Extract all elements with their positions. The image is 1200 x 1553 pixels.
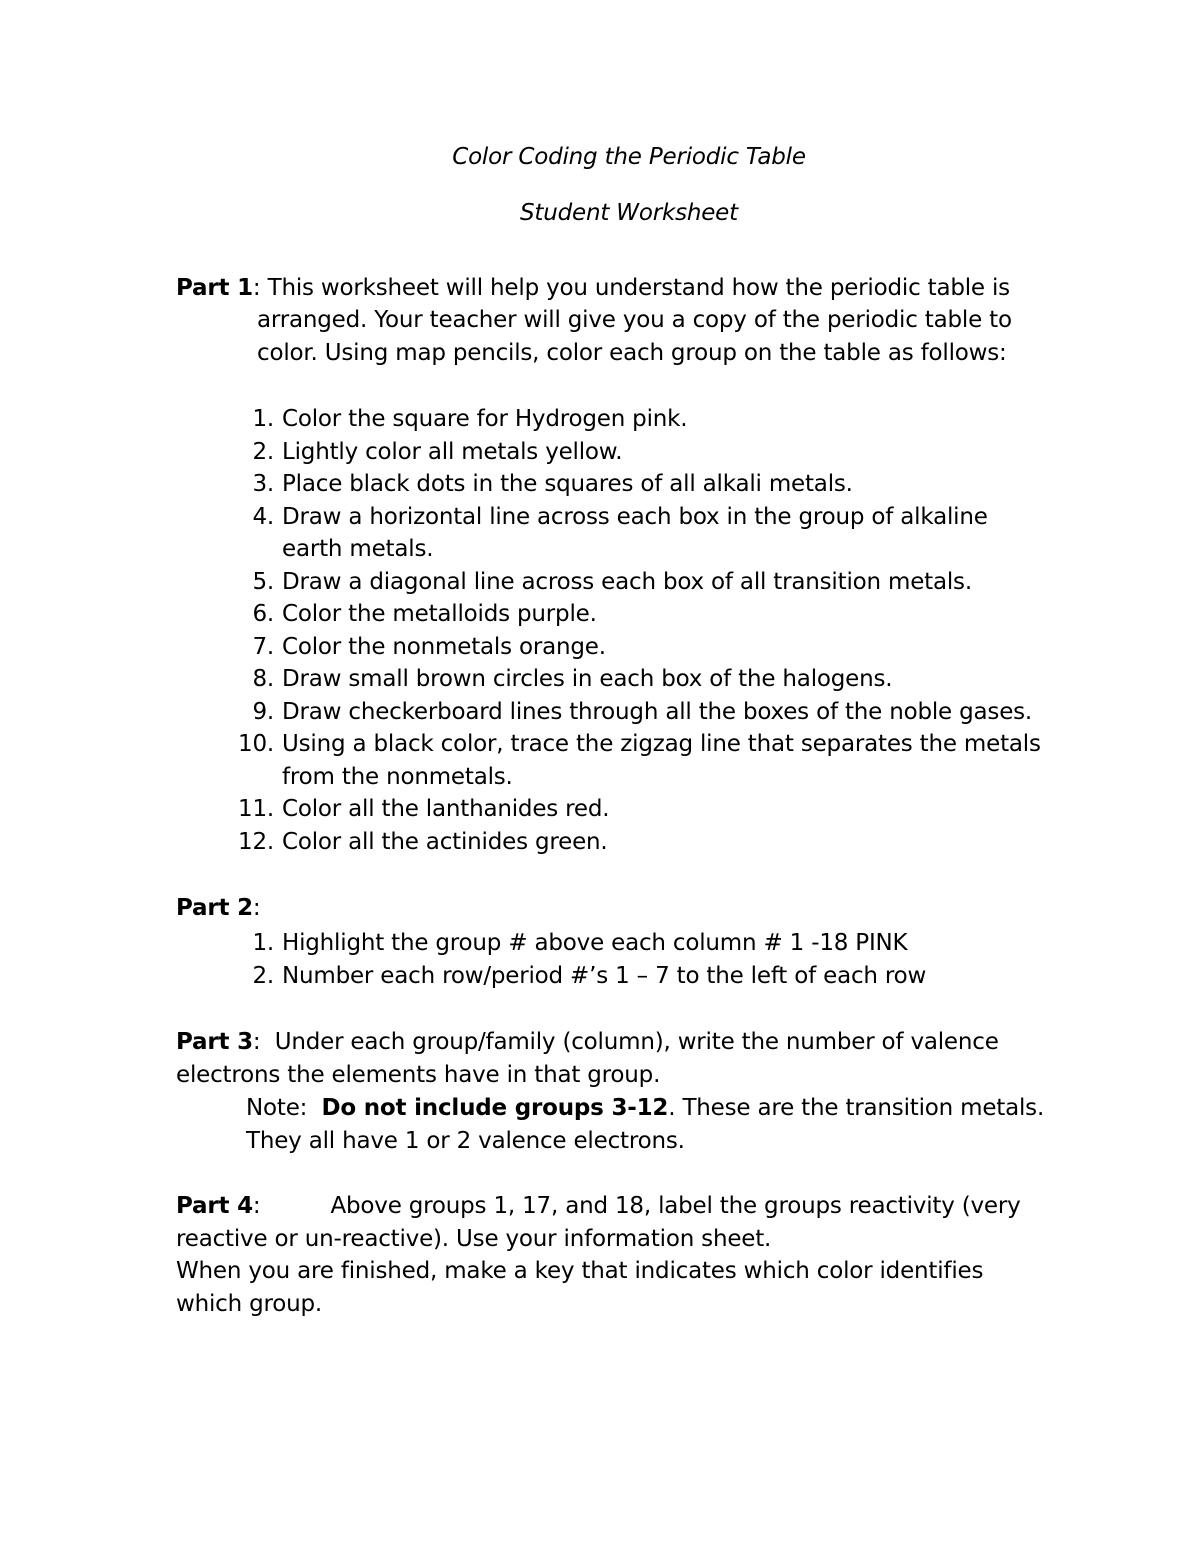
list-item: 6. Color the metalloids purple.	[252, 601, 597, 627]
part3-text: Part 3: Under each group/family (column), write the number of valence electrons the elements have in that group.	[176, 1029, 999, 1088]
list-item: 1. Highlight the group # above each column # 1 -18 PINK	[252, 930, 908, 956]
page-subtitle: Student Worksheet	[520, 200, 738, 226]
list-item: 2. Lightly color all metals yellow.	[252, 438, 623, 465]
part1-label: Part 1	[176, 275, 253, 301]
list-item: 5. Draw a diagonal line across each box of all transition metals.	[252, 568, 972, 595]
list-item: 7. Color the nonmetals orange.	[252, 633, 606, 660]
list-item: 11. Color all the lanthanides red.	[238, 796, 610, 822]
part1-intro: Part 1: This worksheet will help you understand how the periodic table is	[176, 275, 1010, 301]
list-item: 9. Draw checkerboard lines through all the boxes of the noble gases.	[252, 698, 1033, 725]
part4-label: Part 4	[176, 1193, 253, 1219]
part1-intro-line1: This worksheet will help you understand how the periodic table is	[267, 275, 1010, 301]
part3-note-emphasis: Do not include groups 3-12	[321, 1095, 669, 1121]
part3-label: Part 3	[176, 1029, 253, 1055]
part4-text: Part 4: Above groups 1, 17, and 18, label the groups reactivity (very reactive or un-reactive). Use your information sheet. When you are finished, make a key that indicates which color identifies which group.	[176, 1193, 1021, 1317]
page-title: Color Coding the Periodic Table	[452, 144, 806, 170]
list-item: 8. Draw small brown circles in each box of the halogens.	[252, 666, 893, 692]
part1-steps	[238, 403, 1052, 858]
list-item: 2. Number each row/period #’s 1 – 7 to the left of each row	[252, 962, 927, 989]
list-item: 10. Using a black color, trace the zigzag line that separates the metals from the nonmetals.	[238, 731, 1041, 790]
list-item: 4. Draw a horizontal line across each box in the group of alkaline earth metals.	[252, 503, 988, 562]
part2-steps	[246, 927, 1052, 992]
part2-label: Part 2	[176, 895, 253, 921]
part4-finish: When you are finished, make a key that indicates which color identifies which group.	[176, 1258, 984, 1317]
part1-intro-rest: arranged. Your teacher will give you a copy of the periodic table to color. Using map pencils, color each group on the table as follows:	[257, 307, 1012, 366]
list-item: 1. Color the square for Hydrogen pink.	[252, 406, 688, 432]
list-item: 3. Place black dots in the squares of all alkali metals.	[252, 471, 853, 497]
list-item: 12. Color all the actinides green.	[238, 828, 608, 855]
part3-note: Note: Do not include groups 3-12. These are the transition metals. They all have 1 or 2 valence electrons.	[246, 1095, 1045, 1154]
part2-heading: Part 2:	[176, 895, 261, 921]
